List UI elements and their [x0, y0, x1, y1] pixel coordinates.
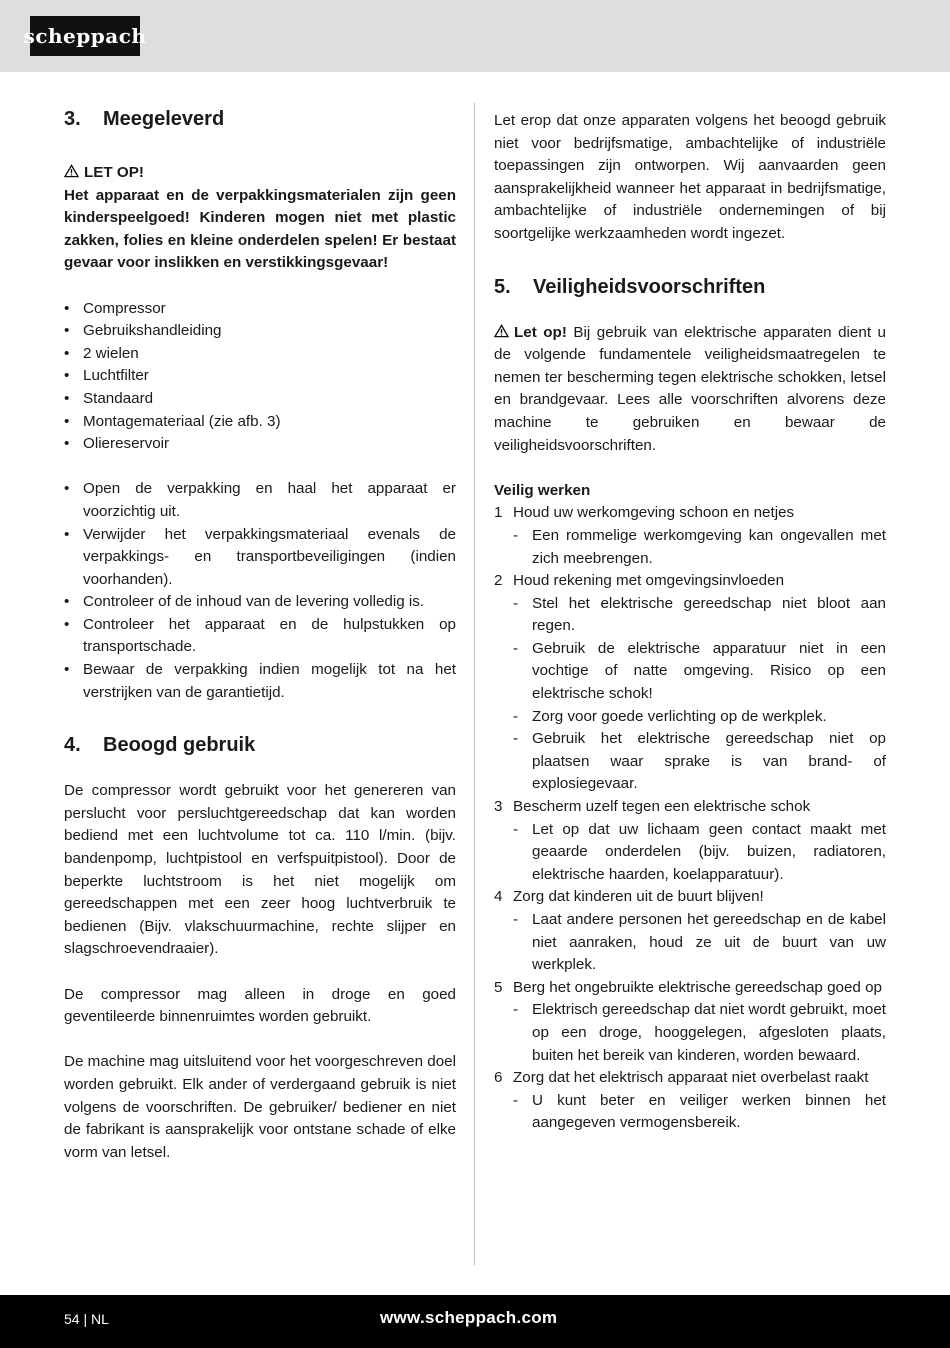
list-item: • Controleer of de inhoud van de levering volledig is. — [64, 591, 456, 614]
numbered-item — [494, 796, 886, 819]
section-number: 5. — [494, 275, 511, 298]
list-item: • Bewaar de verpakking indien mogelijk tot na het verstrijken van de garantietijd. — [64, 659, 456, 704]
sub-item: - Let op dat uw lichaam geen contact maakt met geaarde onderdelen (bijv. buizen, radiatoren, elektrische haarden, koelapparatuur). — [513, 820, 886, 883]
sub-item-text: U kunt beter en veiliger werken binnen het aangegeven vermogensbereik. — [532, 1091, 886, 1132]
sub-item-text: Laat andere personen het gereedschap en de kabel niet aanraken, houd ze uit de buurt van uw werkplek. — [532, 911, 886, 974]
footer-bar — [0, 1295, 950, 1348]
sub-item: - Zorg voor goede verlichting op de werkplek. — [513, 707, 827, 725]
sub-item-text: Gebruik het elektrische gereedschap niet op plaatsen waar sprake is van brand- of explosiegevaar. — [532, 730, 886, 793]
numbered-item — [494, 570, 886, 593]
safety-warning — [494, 322, 886, 458]
warning-triangle-icon — [494, 324, 509, 338]
sub-item-text: Let op dat uw lichaam geen contact maakt met geaarde onderdelen (bijv. buizen, radiatoren, elektrische haarden, koelapparatuur). — [532, 820, 886, 883]
column-divider — [474, 103, 475, 1265]
header-bar — [0, 0, 950, 72]
item-number: 1 — [494, 504, 503, 522]
list-item: • Oliereservoir — [64, 433, 456, 456]
warning-text: Bij gebruik van elektrische apparaten dient u de volgende fundamentele veiligheidsmaatregelen te nemen ter bescherming tegen elektrische schokken, letsel en brandgevaar. Lees alle voorschriften alvorens deze machine te gebruiken en bewaar de veiligheidsvoorschriften. — [494, 323, 886, 454]
left-column — [64, 104, 456, 1164]
section-title: Meegeleverd — [103, 108, 225, 130]
right-column — [494, 104, 886, 1135]
list-item: • Open de verpakking en haal het apparaat er voorzichtig uit. — [64, 478, 456, 523]
item-text: Zorg dat kinderen uit de buurt blijven! — [513, 888, 764, 906]
list-item: • Verwijder het verpakkingsmateriaal evenals de verpakkings- en transportbeveiligingen (indien voorhanden). — [64, 524, 456, 592]
unpacking-steps-list — [64, 478, 456, 704]
numbered-item — [494, 1067, 886, 1090]
item-text: Bescherm uzelf tegen een elektrische schok — [513, 798, 811, 816]
paragraph: De compressor wordt gebruikt voor het genereren van perslucht voor persluchtgereedschap dat kan worden bediend met een luchtvolume tot ca. 110 l/min. (bijv. bandenpomp, luchtpistool en verfspuitpistool). Door de beperkte luchtstroom is het niet mogelijk om gereedschappen met een zeer hoog luchtverbruik te bedienen (Bijv. vlakschuurmachine, rechte slijper en slagschroevendraaier). — [64, 782, 456, 958]
section-number: 3. — [64, 108, 81, 130]
section-title: Veiligheidsvoorschriften — [533, 275, 766, 298]
list-item: • Gebruikshandleiding — [64, 320, 456, 343]
list-item: • Luchtfilter — [64, 365, 456, 388]
warning-label-text: Let op! — [514, 323, 567, 341]
brand-logo: scheppach — [30, 16, 140, 56]
sub-item: - Stel het elektrische gereedschap niet bloot aan regen. — [513, 594, 886, 635]
sub-item: - Een rommelige werkomgeving kan ongevallen met zich meebrengen. — [513, 526, 886, 567]
website-link[interactable]: www.scheppach.com — [380, 1308, 558, 1327]
list-item: • Montagemateriaal (zie afb. 3) — [64, 411, 456, 434]
sub-item: - Gebruik het elektrische gereedschap niet op plaatsen waar sprake is van brand- of explosiegevaar. — [513, 730, 886, 793]
item-number: 4 — [494, 888, 503, 906]
warning-text: Het apparaat en de verpakkingsmaterialen zijn geen kinderspeelgoed! Kinderen mogen niet met plastic zakken, folies en kleine onderdelen spelen! Er bestaat gevaar voor inslikken en verstikkingsgevaar! — [64, 186, 456, 272]
page-number: 54 | NL — [64, 1311, 109, 1327]
section-3-heading — [64, 104, 456, 134]
sub-item: - Laat andere personen het gereedschap en de kabel niet aanraken, houd ze uit de buurt van uw werkplek. — [513, 911, 886, 974]
sub-item: - U kunt beter en veiliger werken binnen het aangegeven vermogensbereik. — [513, 1091, 886, 1132]
item-text: Houd rekening met omgevingsinvloeden — [513, 572, 785, 590]
sub-item: - Elektrisch gereedschap dat niet wordt gebruikt, moet op een droge, hooggelegen, afgesloten plaats, buiten het bereik van kinderen, worden bewaard. — [513, 1001, 886, 1064]
paragraph: De machine mag uitsluitend voor het voorgeschreven doel worden gebruikt. Elk ander of verdergaand gebruik is niet volgens de voorschriften. De gebruiker/ bediener en niet de fabrikant is aansprakelijk voor ontstane schade of elke vorm van letsel. — [64, 1053, 456, 1161]
numbered-item — [494, 977, 886, 1000]
list-item: • 2 wielen — [64, 343, 456, 366]
section-4-heading — [64, 730, 456, 760]
item-text: Zorg dat het elektrisch apparaat niet overbelast raakt — [513, 1069, 869, 1087]
paragraph: Let erop dat onze apparaten volgens het beoogd gebruik niet voor bedrijfsmatige, ambachtelijke of industriële toepassingen zijn ontworpen. Wij aanvaarden geen aansprakelijkheid wanneer het apparaat in bedrijfsmatige, ambachtelijke of industriële ondernemingen of bij soortgelijke werkzaamheden wordt ingezet. — [494, 112, 886, 242]
item-number: 6 — [494, 1069, 503, 1087]
paragraph: De compressor mag alleen in droge en goed geventileerde binnenruimtes worden gebruikt. — [64, 985, 456, 1026]
list-item: • Standaard — [64, 388, 456, 411]
delivery-contents-list — [64, 298, 456, 456]
warning-triangle-icon — [64, 164, 79, 178]
sub-item-text: Stel het elektrische gereedschap niet bloot aan regen. — [532, 594, 886, 635]
section-number: 4. — [64, 734, 81, 757]
section-5-heading — [494, 272, 886, 302]
warning-label — [64, 162, 456, 185]
sub-item-text: Zorg voor goede verlichting op de werkplek. — [532, 707, 827, 725]
item-text: Houd uw werkomgeving schoon en netjes — [513, 504, 795, 522]
subheading: Veilig werken — [494, 481, 591, 499]
list-item: • Controleer het apparaat en de hulpstukken op transportschade. — [64, 614, 456, 659]
warning-label-text: LET OP! — [84, 164, 144, 181]
sub-item-text: Een rommelige werkomgeving kan ongevallen met zich meebrengen. — [532, 526, 886, 567]
item-number: 3 — [494, 798, 503, 816]
list-item: • Compressor — [64, 298, 456, 321]
numbered-item — [494, 886, 886, 909]
sub-item-text: Gebruik de elektrische apparatuur niet in een vochtige of natte omgeving. Risico op een elektrische schok! — [532, 639, 886, 703]
item-number: 5 — [494, 978, 503, 996]
item-text: Berg het ongebruikte elektrische gereedschap goed op — [513, 978, 882, 996]
section-title: Beoogd gebruik — [103, 734, 256, 757]
item-number: 2 — [494, 572, 503, 590]
sub-item-text: Elektrisch gereedschap dat niet wordt gebruikt, moet op een droge, hooggelegen, afgesloten plaats, buiten het bereik van kinderen, worden bewaard. — [532, 1001, 886, 1064]
numbered-item — [494, 502, 886, 525]
sub-item: - Gebruik de elektrische apparatuur niet in een vochtige of natte omgeving. Risico op een elektrische schok! — [513, 639, 886, 703]
